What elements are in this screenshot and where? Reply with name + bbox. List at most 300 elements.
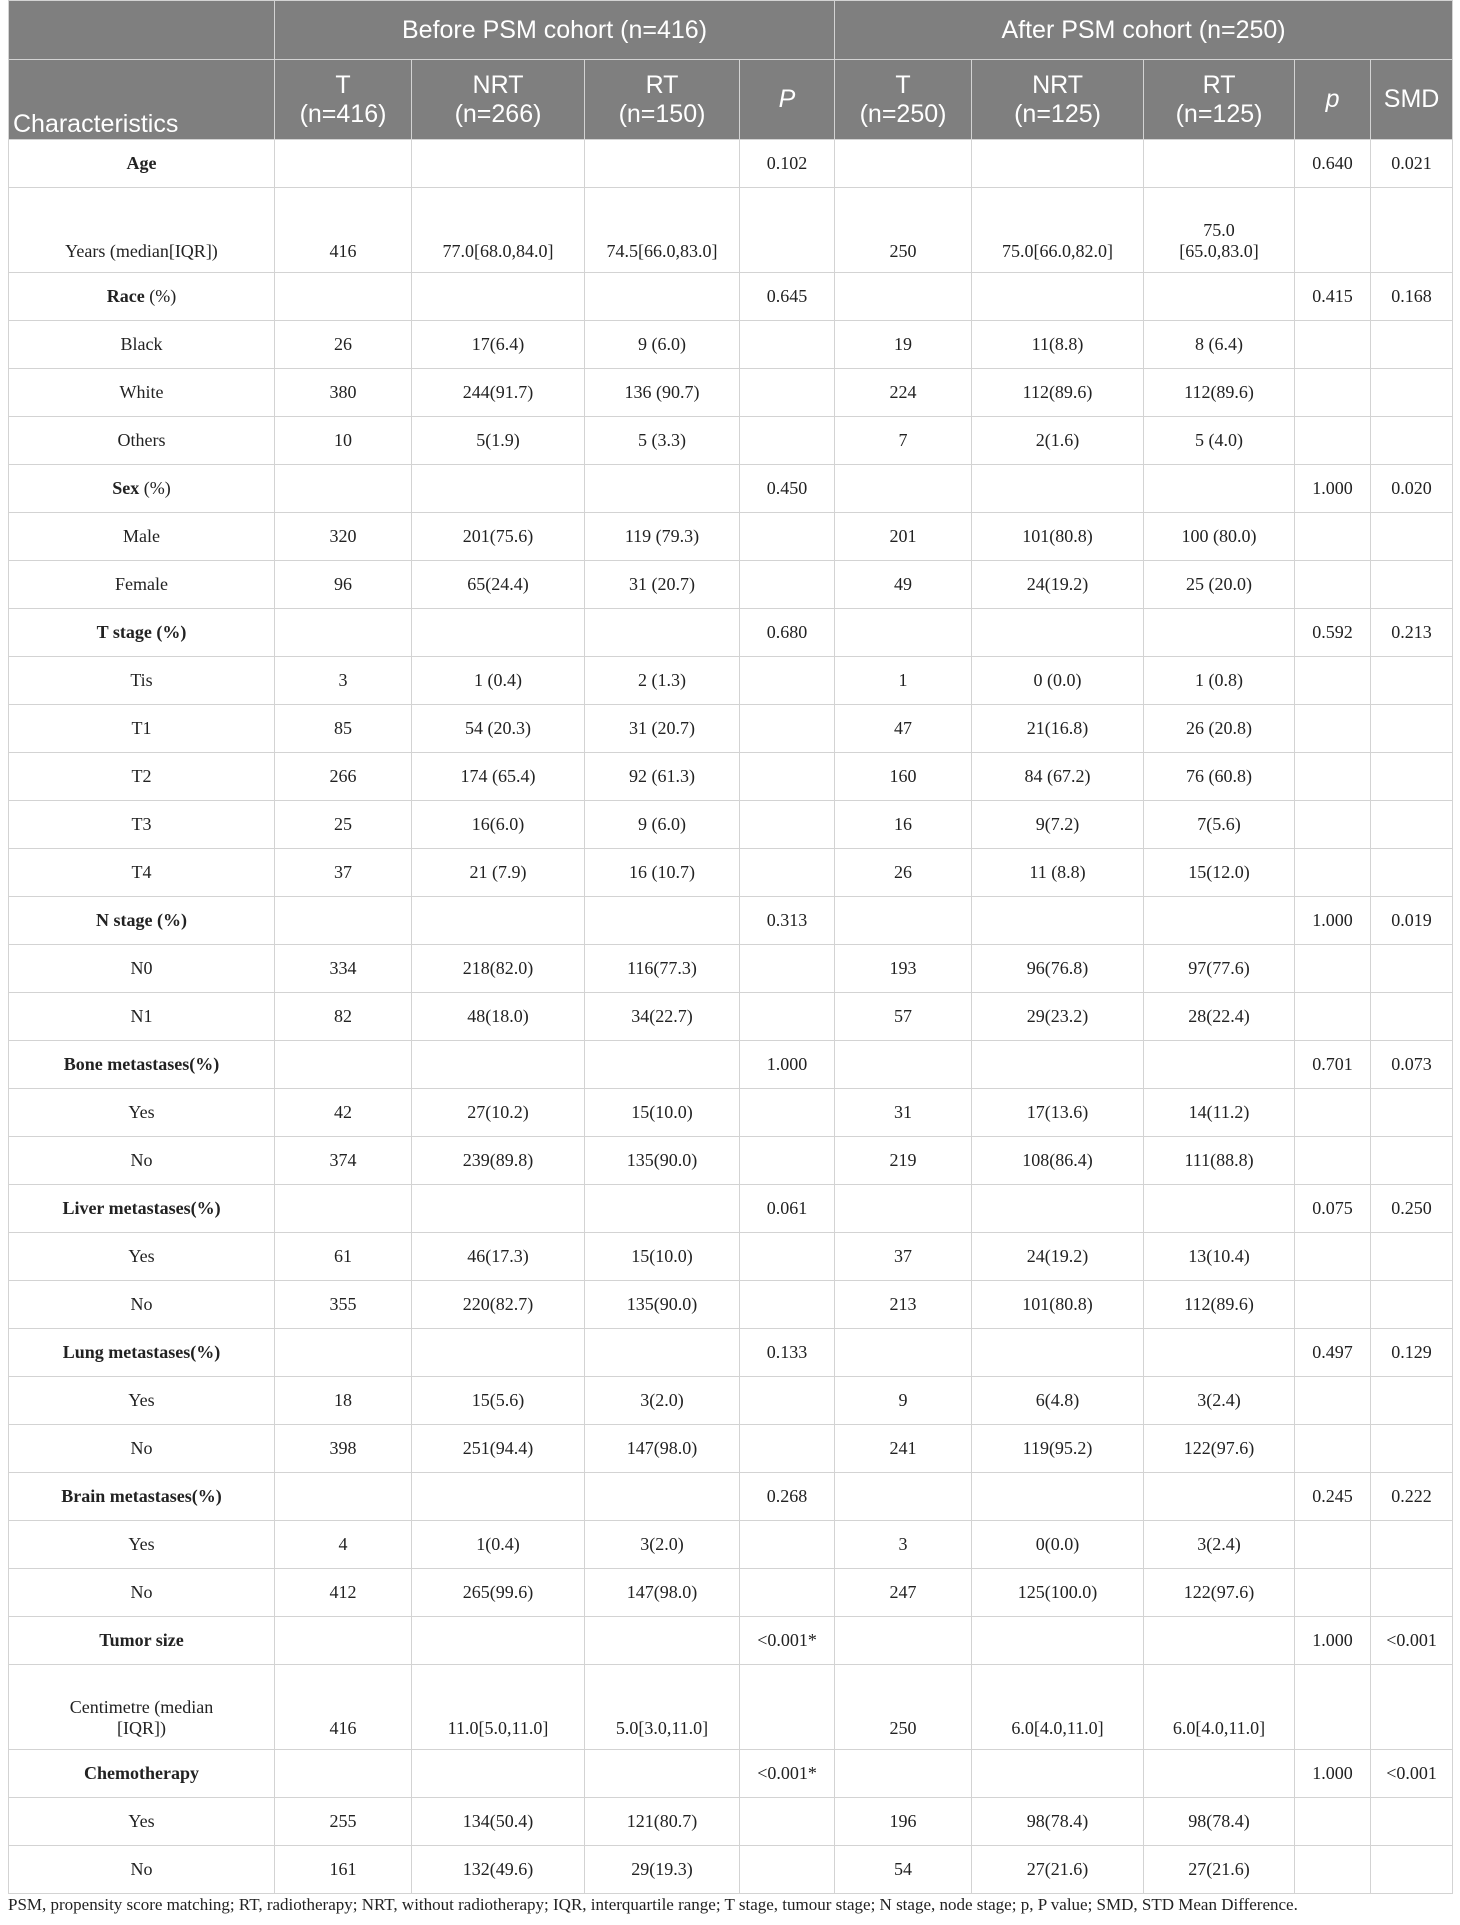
cell-after-t: 26 bbox=[835, 849, 972, 897]
table-row bbox=[9, 1521, 1453, 1569]
row-label: Tumor size bbox=[9, 1617, 275, 1665]
cell-after-t bbox=[835, 465, 972, 513]
cell-after-rt: 5 (4.0) bbox=[1144, 417, 1295, 465]
cell-before-rt: 136 (90.7) bbox=[585, 369, 740, 417]
row-label: Race (%) bbox=[9, 273, 275, 321]
cell-before-t: 26 bbox=[275, 321, 412, 369]
cell-before-rt bbox=[585, 897, 740, 945]
cell-after-rt bbox=[1144, 609, 1295, 657]
cell-before-t: 334 bbox=[275, 945, 412, 993]
header-before-rt: RT (n=150) bbox=[585, 60, 740, 140]
header-before-nrt: NRT (n=266) bbox=[412, 60, 585, 140]
cell-after-nrt bbox=[972, 1041, 1144, 1089]
cell-after-t: 213 bbox=[835, 1281, 972, 1329]
row-label: T4 bbox=[9, 849, 275, 897]
characteristics-table bbox=[8, 0, 1453, 1894]
cell-after-nrt: 11 (8.8) bbox=[972, 849, 1144, 897]
cell-before-p bbox=[740, 561, 835, 609]
cell-before-p bbox=[740, 1569, 835, 1617]
table-row bbox=[9, 1569, 1453, 1617]
cell-before-nrt bbox=[412, 1185, 585, 1233]
table-row bbox=[9, 1233, 1453, 1281]
cell-before-p bbox=[740, 1089, 835, 1137]
cell-after-t: 241 bbox=[835, 1425, 972, 1473]
cell-after-smd bbox=[1371, 657, 1453, 705]
cell-after-t: 201 bbox=[835, 513, 972, 561]
cell-before-t bbox=[275, 1329, 412, 1377]
cell-before-p bbox=[740, 1846, 835, 1894]
cell-before-nrt bbox=[412, 1473, 585, 1521]
cell-before-t: 416 bbox=[275, 1665, 412, 1750]
cell-after-t bbox=[835, 897, 972, 945]
cell-after-rt: 1 (0.8) bbox=[1144, 657, 1295, 705]
cell-before-p: 0.313 bbox=[740, 897, 835, 945]
row-label: Yes bbox=[9, 1377, 275, 1425]
cell-before-p bbox=[740, 753, 835, 801]
cell-before-p bbox=[740, 1377, 835, 1425]
cell-after-t bbox=[835, 1041, 972, 1089]
cell-after-t: 1 bbox=[835, 657, 972, 705]
table-row bbox=[9, 1425, 1453, 1473]
cell-before-t bbox=[275, 1617, 412, 1665]
cell-before-t: 61 bbox=[275, 1233, 412, 1281]
cell-before-rt: 92 (61.3) bbox=[585, 753, 740, 801]
cell-after-nrt: 24(19.2) bbox=[972, 561, 1144, 609]
cell-after-p bbox=[1295, 753, 1371, 801]
cell-before-t: 18 bbox=[275, 1377, 412, 1425]
row-label: White bbox=[9, 369, 275, 417]
table-row bbox=[9, 993, 1453, 1041]
cell-before-nrt: 5(1.9) bbox=[412, 417, 585, 465]
cell-after-rt bbox=[1144, 273, 1295, 321]
header-before-p: P bbox=[740, 60, 835, 140]
table-header bbox=[9, 1, 1453, 140]
row-label: Sex (%) bbox=[9, 465, 275, 513]
cell-after-rt: 15(12.0) bbox=[1144, 849, 1295, 897]
cell-before-t: 412 bbox=[275, 1569, 412, 1617]
section-row bbox=[9, 1185, 1453, 1233]
section-row bbox=[9, 140, 1453, 188]
cell-after-rt: 6.0[4.0,11.0] bbox=[1144, 1665, 1295, 1750]
cell-before-t: 374 bbox=[275, 1137, 412, 1185]
cell-after-nrt: 24(19.2) bbox=[972, 1233, 1144, 1281]
cell-after-rt bbox=[1144, 1750, 1295, 1798]
cell-before-nrt: 132(49.6) bbox=[412, 1846, 585, 1894]
cell-after-rt: 76 (60.8) bbox=[1144, 753, 1295, 801]
cell-after-p: 0.701 bbox=[1295, 1041, 1371, 1089]
cell-before-rt: 147(98.0) bbox=[585, 1425, 740, 1473]
cell-after-p bbox=[1295, 849, 1371, 897]
cell-after-rt: 97(77.6) bbox=[1144, 945, 1295, 993]
cell-after-nrt: 125(100.0) bbox=[972, 1569, 1144, 1617]
cell-before-rt: 2 (1.3) bbox=[585, 657, 740, 705]
cell-after-p: 0.497 bbox=[1295, 1329, 1371, 1377]
cell-after-t: 31 bbox=[835, 1089, 972, 1137]
row-label: Yes bbox=[9, 1233, 275, 1281]
row-label: Brain metastases(%) bbox=[9, 1473, 275, 1521]
cell-after-nrt: 6(4.8) bbox=[972, 1377, 1144, 1425]
cell-after-p bbox=[1295, 1137, 1371, 1185]
cell-before-nrt: 1(0.4) bbox=[412, 1521, 585, 1569]
cell-after-nrt: 27(21.6) bbox=[972, 1846, 1144, 1894]
cell-after-smd: 0.222 bbox=[1371, 1473, 1453, 1521]
table-body bbox=[9, 140, 1453, 1894]
cell-after-nrt: 112(89.6) bbox=[972, 369, 1144, 417]
section-row bbox=[9, 1473, 1453, 1521]
cell-after-nrt bbox=[972, 1473, 1144, 1521]
cell-after-p: 0.245 bbox=[1295, 1473, 1371, 1521]
row-label: Yes bbox=[9, 1521, 275, 1569]
cell-before-nrt bbox=[412, 1329, 585, 1377]
cell-before-nrt: 11.0[5.0,11.0] bbox=[412, 1665, 585, 1750]
cell-after-rt bbox=[1144, 465, 1295, 513]
cell-before-rt: 5.0[3.0,11.0] bbox=[585, 1665, 740, 1750]
cell-after-rt: 3(2.4) bbox=[1144, 1377, 1295, 1425]
cell-after-p bbox=[1295, 1846, 1371, 1894]
cell-before-p bbox=[740, 1281, 835, 1329]
cell-before-p bbox=[740, 513, 835, 561]
cell-before-nrt: 251(94.4) bbox=[412, 1425, 585, 1473]
cell-before-rt: 121(80.7) bbox=[585, 1798, 740, 1846]
table-row bbox=[9, 369, 1453, 417]
cell-after-p bbox=[1295, 657, 1371, 705]
cell-after-nrt: 0 (0.0) bbox=[972, 657, 1144, 705]
cell-after-rt bbox=[1144, 1185, 1295, 1233]
cell-before-rt bbox=[585, 273, 740, 321]
cell-before-t: 266 bbox=[275, 753, 412, 801]
cell-after-p bbox=[1295, 321, 1371, 369]
cell-before-t: 42 bbox=[275, 1089, 412, 1137]
cell-before-nrt: 1 (0.4) bbox=[412, 657, 585, 705]
cell-before-t bbox=[275, 273, 412, 321]
cell-after-nrt bbox=[972, 1329, 1144, 1377]
row-label: No bbox=[9, 1846, 275, 1894]
cell-before-rt: 34(22.7) bbox=[585, 993, 740, 1041]
table-row bbox=[9, 1377, 1453, 1425]
cell-before-t bbox=[275, 1041, 412, 1089]
cell-before-nrt bbox=[412, 609, 585, 657]
cell-after-rt: 25 (20.0) bbox=[1144, 561, 1295, 609]
cell-after-nrt: 108(86.4) bbox=[972, 1137, 1144, 1185]
cell-after-rt bbox=[1144, 897, 1295, 945]
cell-before-rt bbox=[585, 1750, 740, 1798]
cell-after-smd: <0.001 bbox=[1371, 1750, 1453, 1798]
cell-after-smd bbox=[1371, 1137, 1453, 1185]
cell-after-rt: 112(89.6) bbox=[1144, 1281, 1295, 1329]
cell-after-rt: 98(78.4) bbox=[1144, 1798, 1295, 1846]
cell-after-rt: 100 (80.0) bbox=[1144, 513, 1295, 561]
cell-before-p bbox=[740, 801, 835, 849]
row-label: Liver metastases(%) bbox=[9, 1185, 275, 1233]
cell-before-nrt: 54 (20.3) bbox=[412, 705, 585, 753]
cell-after-nrt bbox=[972, 897, 1144, 945]
cell-after-smd bbox=[1371, 321, 1453, 369]
cell-after-nrt bbox=[972, 1750, 1144, 1798]
cell-after-p bbox=[1295, 1425, 1371, 1473]
cell-before-rt: 5 (3.3) bbox=[585, 417, 740, 465]
table-row bbox=[9, 705, 1453, 753]
cell-before-t: 161 bbox=[275, 1846, 412, 1894]
cell-before-nrt: 48(18.0) bbox=[412, 993, 585, 1041]
cell-after-p: 0.640 bbox=[1295, 140, 1371, 188]
cell-before-p bbox=[740, 705, 835, 753]
table-footnote: PSM, propensity score matching; RT, radiotherapy; NRT, without radiotherapy; IQR, interquartile range; T stage, tumour stage; N stage, node stage; p, P value; SMD, STD Mean Difference. bbox=[8, 1895, 1298, 1914]
cell-after-nrt: 21(16.8) bbox=[972, 705, 1144, 753]
row-label: N0 bbox=[9, 945, 275, 993]
cell-before-nrt: 174 (65.4) bbox=[412, 753, 585, 801]
cell-before-nrt: 27(10.2) bbox=[412, 1089, 585, 1137]
cell-before-nrt: 21 (7.9) bbox=[412, 849, 585, 897]
cell-after-t: 49 bbox=[835, 561, 972, 609]
cell-before-nrt bbox=[412, 273, 585, 321]
cell-before-p: 0.268 bbox=[740, 1473, 835, 1521]
cell-before-t: 85 bbox=[275, 705, 412, 753]
cell-before-nrt: 15(5.6) bbox=[412, 1377, 585, 1425]
cell-after-rt: 14(11.2) bbox=[1144, 1089, 1295, 1137]
cell-after-smd bbox=[1371, 369, 1453, 417]
cell-before-nrt: 65(24.4) bbox=[412, 561, 585, 609]
cell-after-nrt bbox=[972, 140, 1144, 188]
cell-after-nrt: 84 (67.2) bbox=[972, 753, 1144, 801]
cell-before-p bbox=[740, 1425, 835, 1473]
header-after-smd: SMD bbox=[1371, 60, 1453, 140]
cell-after-rt bbox=[1144, 140, 1295, 188]
cell-after-smd bbox=[1371, 561, 1453, 609]
cell-after-rt: 111(88.8) bbox=[1144, 1137, 1295, 1185]
cell-before-rt: 15(10.0) bbox=[585, 1089, 740, 1137]
cell-after-smd bbox=[1371, 801, 1453, 849]
cell-after-nrt bbox=[972, 1617, 1144, 1665]
cell-before-nrt bbox=[412, 1617, 585, 1665]
cell-after-p bbox=[1295, 1281, 1371, 1329]
cell-after-nrt: 29(23.2) bbox=[972, 993, 1144, 1041]
cell-before-nrt bbox=[412, 897, 585, 945]
cell-after-p bbox=[1295, 513, 1371, 561]
cell-before-nrt: 16(6.0) bbox=[412, 801, 585, 849]
cell-after-p: 1.000 bbox=[1295, 1750, 1371, 1798]
cell-after-t: 247 bbox=[835, 1569, 972, 1617]
header-corner-cell bbox=[9, 1, 275, 60]
cell-before-rt bbox=[585, 1041, 740, 1089]
cell-after-t bbox=[835, 1329, 972, 1377]
cell-after-nrt bbox=[972, 273, 1144, 321]
cell-before-nrt: 46(17.3) bbox=[412, 1233, 585, 1281]
cell-after-nrt: 6.0[4.0,11.0] bbox=[972, 1665, 1144, 1750]
row-label: Bone metastases(%) bbox=[9, 1041, 275, 1089]
cell-after-nrt: 17(13.6) bbox=[972, 1089, 1144, 1137]
section-row bbox=[9, 897, 1453, 945]
cell-before-rt bbox=[585, 465, 740, 513]
table-row bbox=[9, 1665, 1453, 1750]
cell-before-t bbox=[275, 609, 412, 657]
row-label: T2 bbox=[9, 753, 275, 801]
table-row bbox=[9, 1089, 1453, 1137]
cell-after-nrt bbox=[972, 609, 1144, 657]
header-characteristics: Characteristics bbox=[9, 60, 275, 140]
cell-before-t: 398 bbox=[275, 1425, 412, 1473]
row-label: T3 bbox=[9, 801, 275, 849]
cell-after-p: 0.592 bbox=[1295, 609, 1371, 657]
cell-before-rt: 119 (79.3) bbox=[585, 513, 740, 561]
cell-after-t: 3 bbox=[835, 1521, 972, 1569]
cell-after-smd: 0.020 bbox=[1371, 465, 1453, 513]
cell-after-t: 250 bbox=[835, 188, 972, 273]
cell-before-rt: 3(2.0) bbox=[585, 1521, 740, 1569]
cell-before-p: 0.680 bbox=[740, 609, 835, 657]
cell-after-t bbox=[835, 273, 972, 321]
cell-before-nrt bbox=[412, 1041, 585, 1089]
cell-after-rt bbox=[1144, 1473, 1295, 1521]
cell-before-t bbox=[275, 1750, 412, 1798]
cell-before-t bbox=[275, 1185, 412, 1233]
cell-after-t: 160 bbox=[835, 753, 972, 801]
header-after-p: p bbox=[1295, 60, 1371, 140]
cell-after-p bbox=[1295, 1569, 1371, 1617]
row-label: T1 bbox=[9, 705, 275, 753]
row-label: Male bbox=[9, 513, 275, 561]
cell-before-rt: 31 (20.7) bbox=[585, 705, 740, 753]
cell-after-rt: 3(2.4) bbox=[1144, 1521, 1295, 1569]
cell-before-nrt: 134(50.4) bbox=[412, 1798, 585, 1846]
table-row bbox=[9, 1281, 1453, 1329]
header-after-nrt: NRT (n=125) bbox=[972, 60, 1144, 140]
cell-before-nrt bbox=[412, 465, 585, 513]
header-column-row bbox=[9, 60, 1453, 140]
cell-after-nrt: 9(7.2) bbox=[972, 801, 1144, 849]
cell-before-rt: 9 (6.0) bbox=[585, 801, 740, 849]
cell-after-nrt: 2(1.6) bbox=[972, 417, 1144, 465]
cell-before-p: 0.133 bbox=[740, 1329, 835, 1377]
cell-after-rt: 28(22.4) bbox=[1144, 993, 1295, 1041]
cell-before-p bbox=[740, 188, 835, 273]
cell-after-p: 1.000 bbox=[1295, 897, 1371, 945]
cell-before-rt: 29(19.3) bbox=[585, 1846, 740, 1894]
cell-after-p bbox=[1295, 417, 1371, 465]
cell-after-p bbox=[1295, 369, 1371, 417]
table-row bbox=[9, 657, 1453, 705]
cell-before-nrt: 218(82.0) bbox=[412, 945, 585, 993]
cell-after-t: 9 bbox=[835, 1377, 972, 1425]
cell-before-rt bbox=[585, 140, 740, 188]
cell-after-p bbox=[1295, 561, 1371, 609]
section-row bbox=[9, 465, 1453, 513]
group-header-before: Before PSM cohort (n=416) bbox=[275, 1, 835, 60]
cell-before-t: 82 bbox=[275, 993, 412, 1041]
cell-before-nrt: 77.0[68.0,84.0] bbox=[412, 188, 585, 273]
cell-after-p bbox=[1295, 945, 1371, 993]
cell-before-p: <0.001* bbox=[740, 1750, 835, 1798]
cell-after-smd bbox=[1371, 945, 1453, 993]
table-row bbox=[9, 321, 1453, 369]
cell-after-t: 196 bbox=[835, 1798, 972, 1846]
table-row bbox=[9, 945, 1453, 993]
row-label: Tis bbox=[9, 657, 275, 705]
cell-after-smd: 0.129 bbox=[1371, 1329, 1453, 1377]
table-row bbox=[9, 753, 1453, 801]
cell-before-rt bbox=[585, 1473, 740, 1521]
cell-after-p bbox=[1295, 1089, 1371, 1137]
cell-after-p bbox=[1295, 705, 1371, 753]
cell-before-rt bbox=[585, 1617, 740, 1665]
row-label: N stage (%) bbox=[9, 897, 275, 945]
table-row bbox=[9, 1137, 1453, 1185]
cell-after-t: 47 bbox=[835, 705, 972, 753]
cell-after-smd bbox=[1371, 1521, 1453, 1569]
cell-after-smd bbox=[1371, 188, 1453, 273]
cell-after-p bbox=[1295, 1377, 1371, 1425]
cell-after-smd bbox=[1371, 753, 1453, 801]
cell-after-p bbox=[1295, 801, 1371, 849]
table-row bbox=[9, 188, 1453, 273]
cell-before-rt bbox=[585, 1185, 740, 1233]
row-label: Years (median[IQR]) bbox=[9, 188, 275, 273]
table-row bbox=[9, 801, 1453, 849]
cell-after-rt: 122(97.6) bbox=[1144, 1425, 1295, 1473]
cell-after-rt: 26 (20.8) bbox=[1144, 705, 1295, 753]
section-row bbox=[9, 1041, 1453, 1089]
cell-before-t: 37 bbox=[275, 849, 412, 897]
cell-after-t bbox=[835, 1750, 972, 1798]
section-row bbox=[9, 1750, 1453, 1798]
cell-before-t: 320 bbox=[275, 513, 412, 561]
cell-after-t bbox=[835, 140, 972, 188]
cell-before-t: 25 bbox=[275, 801, 412, 849]
cell-after-p: 1.000 bbox=[1295, 1617, 1371, 1665]
cell-before-rt: 31 (20.7) bbox=[585, 561, 740, 609]
cell-after-nrt: 101(80.8) bbox=[972, 1281, 1144, 1329]
group-header-after: After PSM cohort (n=250) bbox=[835, 1, 1453, 60]
cell-after-t: 57 bbox=[835, 993, 972, 1041]
cell-after-rt: 122(97.6) bbox=[1144, 1569, 1295, 1617]
row-label: Yes bbox=[9, 1798, 275, 1846]
cell-after-p: 0.075 bbox=[1295, 1185, 1371, 1233]
header-group-row bbox=[9, 1, 1453, 60]
cell-after-smd: 0.073 bbox=[1371, 1041, 1453, 1089]
cell-after-smd bbox=[1371, 1665, 1453, 1750]
cell-before-p bbox=[740, 417, 835, 465]
cell-before-rt: 9 (6.0) bbox=[585, 321, 740, 369]
cell-after-smd bbox=[1371, 1281, 1453, 1329]
cell-after-t bbox=[835, 1185, 972, 1233]
cell-before-t bbox=[275, 140, 412, 188]
cell-after-nrt: 98(78.4) bbox=[972, 1798, 1144, 1846]
cell-before-rt bbox=[585, 609, 740, 657]
cell-after-smd bbox=[1371, 1089, 1453, 1137]
cell-after-rt: 112(89.6) bbox=[1144, 369, 1295, 417]
row-label: No bbox=[9, 1569, 275, 1617]
row-label: Age bbox=[9, 140, 275, 188]
section-row bbox=[9, 1617, 1453, 1665]
cell-after-smd bbox=[1371, 993, 1453, 1041]
cell-after-p bbox=[1295, 1665, 1371, 1750]
cell-before-t: 355 bbox=[275, 1281, 412, 1329]
row-label: No bbox=[9, 1137, 275, 1185]
cell-after-smd bbox=[1371, 1569, 1453, 1617]
cell-before-p: <0.001* bbox=[740, 1617, 835, 1665]
cell-after-smd: 0.168 bbox=[1371, 273, 1453, 321]
cell-before-rt: 74.5[66.0,83.0] bbox=[585, 188, 740, 273]
header-after-t: T (n=250) bbox=[835, 60, 972, 140]
cell-before-nrt: 244(91.7) bbox=[412, 369, 585, 417]
cell-before-p bbox=[740, 1798, 835, 1846]
cell-before-nrt: 201(75.6) bbox=[412, 513, 585, 561]
cell-after-t bbox=[835, 609, 972, 657]
cell-after-t: 19 bbox=[835, 321, 972, 369]
row-label: Others bbox=[9, 417, 275, 465]
cell-before-t bbox=[275, 465, 412, 513]
cell-after-smd: <0.001 bbox=[1371, 1617, 1453, 1665]
cell-before-t bbox=[275, 1473, 412, 1521]
